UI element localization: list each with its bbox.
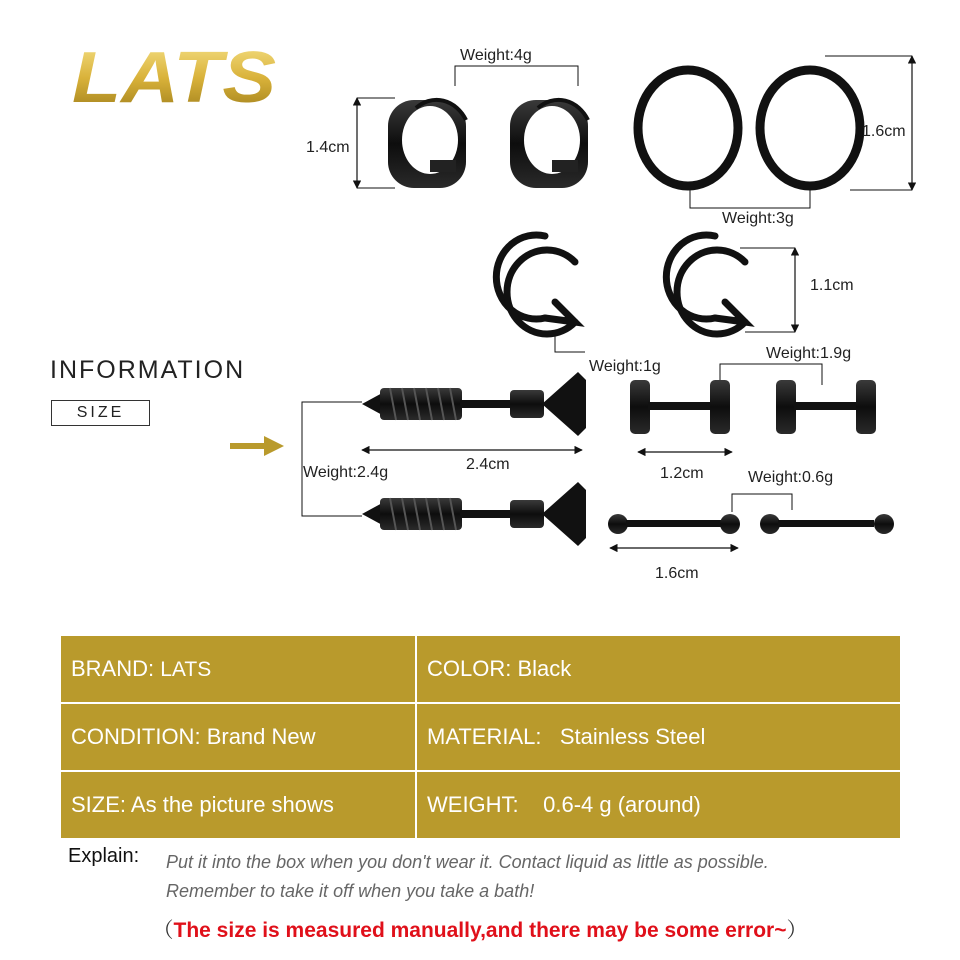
spec-material [416,703,901,771]
spec-value: LATS [160,658,212,681]
note-open-paren: （ [152,919,174,942]
plug-length: 1.2cm [660,465,704,482]
plug-earring-1 [630,380,730,434]
size-label-box: SIZE [51,400,150,426]
spec-label: SIZE: [71,792,127,817]
screw-length: 2.4cm [466,456,510,473]
plug-weight: Weight:1.9g [766,345,852,362]
barbell-weight: Weight:0.6g [748,469,834,486]
spec-value: As the picture shows [130,792,334,817]
spec-value: Black [517,656,572,681]
explain-line-1: Put it into the box when you don't wear it. Contact liquid as little as possible. [166,852,769,872]
thin-hoop-2 [760,70,860,186]
spec-size [60,771,416,839]
explain-text [166,848,769,906]
note-text: The size is measured manually,and there may be some error~ [173,919,787,942]
ear-cuff-2 [666,235,745,334]
specs-table [59,634,902,840]
spec-label: MATERIAL: [427,724,542,749]
spec-label: BRAND: [71,656,155,681]
barbell-length: 1.6cm [655,565,699,582]
right-arrow-icon [230,436,284,456]
table-row [60,771,901,839]
table-row [60,635,901,703]
barbell-earring-2 [760,514,894,534]
plug-earring-2 [776,380,876,434]
hoop-large-height: 1.6cm [862,123,906,140]
spec-value: 0.6-4 g (around) [543,792,701,817]
screw-earring-2 [362,482,586,546]
cuff-height: 1.1cm [810,277,854,294]
spec-value: Brand New [206,724,316,749]
huggie-hoop-1 [388,100,466,188]
note-close-paren: ） [786,919,808,942]
huggie-hoop-2 [510,100,588,188]
hoop-large-weight: Weight:3g [722,210,794,227]
spec-label: WEIGHT: [427,792,519,817]
ear-cuff-1 [496,235,575,334]
table-row [60,703,901,771]
explain-line-2: Remember to take it off when you take a bath! [166,881,535,901]
spec-weight [416,771,901,839]
spec-label: CONDITION: [71,724,201,749]
cuff-weight: Weight:1g [589,358,661,375]
spec-brand [60,635,416,703]
spec-value: Stainless Steel [559,724,706,749]
hoop-small-weight: Weight:4g [460,47,532,64]
information-heading: INFORMATION [50,356,246,384]
spec-condition [60,703,416,771]
thin-hoop-1 [638,70,738,186]
screw-earring-1 [362,372,586,436]
size-error-note [0,914,960,944]
barbell-earring-1 [608,514,740,534]
brand-logo-text: LATS [72,42,276,112]
explain-label: Explain: [68,845,140,867]
screw-weight: Weight:2.4g [303,464,389,481]
spec-label: COLOR: [427,656,512,681]
hoop-small-height: 1.4cm [306,139,350,156]
spec-color [416,635,901,703]
